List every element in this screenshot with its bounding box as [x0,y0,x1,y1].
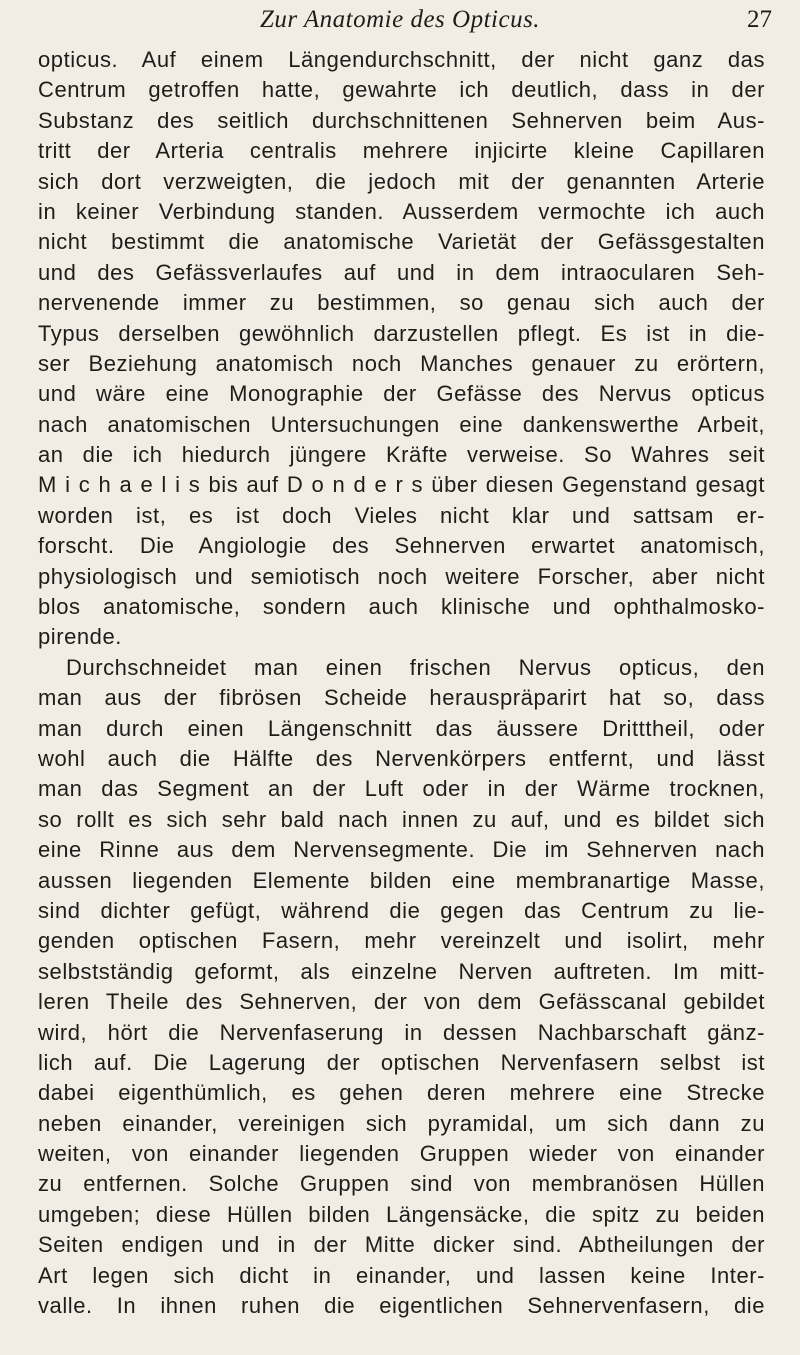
text-line: man durch einen Längenschnitt das äussere Dritttheil, oder [38,715,765,741]
text-line: leren Theile des Sehnerven, der von dem Gefässcanal gebildet [38,989,765,1015]
paragraph-start-line: Durchschneidet man einen frischen Nervus opticus, den [66,654,765,680]
text-line: worden ist, es ist doch Vieles nicht klar und sattsam er- [38,502,765,528]
text-line: so rollt es sich sehr bald nach innen zu auf, und es bildet sich [38,806,765,832]
text-line: eine Rinne aus dem Nervensegmente. Die im Sehnerven nach [38,837,765,863]
running-title: Zur Anatomie des Opticus. [259,6,541,33]
text-line: physiologisch und semiotisch noch weitere Forscher, aber nicht [38,563,765,589]
text-line: valle. In ihnen ruhen die eigentlichen Sehnervenfasern, die [38,1293,765,1319]
text-line: Centrum getroffen hatte, gewahrte ich deutlich, dass in der [38,77,765,103]
body-text [38,45,765,1321]
text-line: und des Gefässverlaufes auf und in dem intraocularen Seh- [38,259,765,285]
page-number: 27 [747,6,772,33]
text-line: weiten, von einander liegenden Gruppen wieder von einander [38,1141,765,1167]
text-line: Substanz des seitlich durchschnittenen Sehnerven beim Aus- [38,107,765,133]
text-line: blos anatomische, sondern auch klinische und ophthalmosko- [38,594,765,620]
text-line: lich auf. Die Lagerung der optischen Nervenfasern selbst ist [38,1049,765,1075]
text-line: genden optischen Fasern, mehr vereinzelt und isolirt, mehr [38,928,765,954]
text-line: forscht. Die Angiologie des Sehnerven erwartet anatomisch, [38,533,765,559]
text-line: man das Segment an der Luft oder in der Wärme trocknen, [38,776,765,802]
text-line: umgeben; diese Hüllen bilden Längensäcke, die spitz zu beiden [38,1201,765,1227]
text-line: an die ich hiedurch jüngere Kräfte verweise. So Wahres seit [38,442,765,468]
text-line: sind dichter gefügt, während die gegen das Centrum zu lie- [38,897,765,923]
text-line: in keiner Verbindung standen. Ausserdem vermochte ich auch [38,198,765,224]
text-line: nicht bestimmt die anatomische Varietät der Gefässgestalten [38,229,765,255]
text-line: sich dort verzweigten, die jedoch mit der genannten Arterie [38,168,765,194]
text-line: aussen liegenden Elemente bilden eine membranartige Masse, [38,867,765,893]
text-line: Typus derselben gewöhnlich darzustellen pflegt. Es ist in die- [38,320,765,346]
text-line: M i c h a e l i s bis auf D o n d e r s über diesen Gegenstand gesagt [38,472,765,498]
text-line: Seiten endigen und in der Mitte dicker sind. Abtheilungen der [38,1232,765,1258]
text-line: opticus. Auf einem Längendurchschnitt, der nicht ganz das [38,47,765,72]
text-line: tritt der Arteria centralis mehrere injicirte kleine Capillaren [38,138,765,164]
text-line: ser Beziehung anatomisch noch Manches genauer zu erörtern, [38,350,765,376]
text-line: und wäre eine Monographie der Gefässe des Nervus opticus [38,381,765,407]
text-line: wohl auch die Hälfte des Nervenkörpers entfernt, und lässt [38,745,765,771]
text-line: wird, hört die Nervenfaserung in dessen Nachbarschaft gänz- [38,1019,765,1045]
text-line: selbstständig geformt, als einzelne Nerven auftreten. Im mitt- [38,958,765,984]
text-line: nervenende immer zu bestimmen, so genau sich auch der [38,290,765,316]
running-head [0,2,800,38]
text-line: Art legen sich dicht in einander, und lassen keine Inter- [38,1262,765,1288]
paragraph-end-line: pirende. [38,624,122,650]
text-line: nach anatomischen Untersuchungen eine dankenswerthe Arbeit, [38,411,765,437]
text-line: zu entfernen. Solche Gruppen sind von membranösen Hüllen [38,1171,765,1197]
text-line: man aus der fibrösen Scheide herauspräparirt hat so, dass [38,685,765,711]
text-line: dabei eigenthümlich, es gehen deren mehrere eine Strecke [38,1080,765,1106]
text-line: neben einander, vereinigen sich pyramidal, um sich dann zu [38,1110,765,1136]
